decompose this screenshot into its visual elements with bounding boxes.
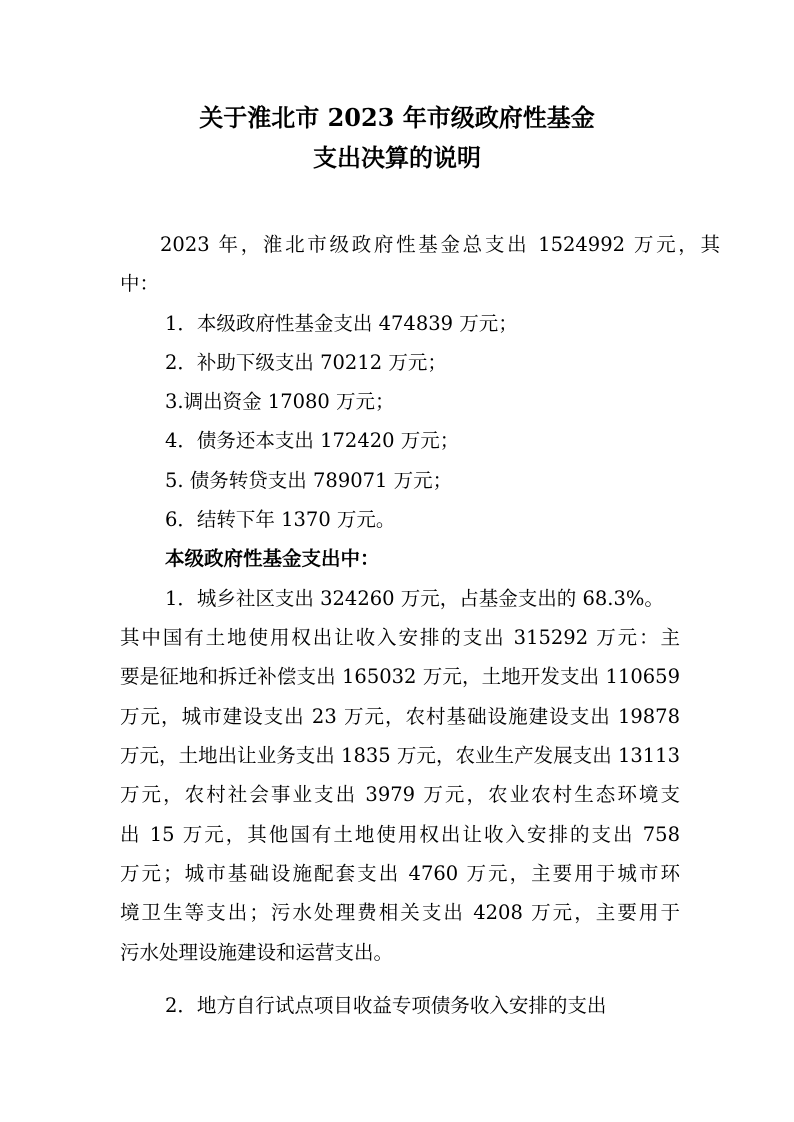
paragraph-1-line: 万元，农村社会事业支出 3979 万元，农业农村生态环境支 xyxy=(120,783,680,806)
section-heading: 本级政府性基金支出中： xyxy=(165,547,380,570)
paragraph-1-line: 污水处理设施建设和运营支出。 xyxy=(120,941,394,964)
list-item-5: 5. 债务转贷支出 789071 万元； xyxy=(165,469,453,492)
paragraph-1-line: 万元，土地出让业务支出 1835 万元，农业生产发展支出 13113 xyxy=(120,744,680,767)
paragraph-1-line: 境卫生等支出；污水处理费相关支出 4208 万元，主要用于 xyxy=(120,901,680,924)
list-item-1: 1．本级政府性基金支出 474839 万元； xyxy=(165,312,518,335)
document-title-line-1: 关于淮北市 2023 年市级政府性基金 xyxy=(199,103,595,132)
list-item-6: 6．结转下年 1370 万元。 xyxy=(165,508,396,531)
paragraph-1-line: 1．城乡社区支出 324260 万元，占基金支出的 68.3%。 xyxy=(165,587,664,610)
document-title-line-2: 支出决算的说明 xyxy=(313,143,481,172)
intro-line-1: 2023 年，淮北市级政府性基金总支出 1524992 万元，其 xyxy=(160,233,720,256)
paragraph-1-line: 其中国有土地使用权出让收入安排的支出 315292 万元：主 xyxy=(120,626,680,649)
intro-line-2: 中： xyxy=(120,272,160,295)
list-item-2: 2．补助下级支出 70212 万元； xyxy=(165,351,447,374)
list-item-4: 4．债务还本支出 172420 万元； xyxy=(165,429,460,452)
paragraph-1-line: 万元，城市建设支出 23 万元，农村基础设施建设支出 19878 xyxy=(120,705,680,728)
paragraph-1-line: 出 15 万元，其他国有土地使用权出让收入安排的支出 758 xyxy=(120,823,680,846)
paragraph-1-line: 万元；城市基础设施配套支出 4760 万元，主要用于城市环 xyxy=(120,862,680,885)
paragraph-2-line-1: 2．地方自行试点项目收益专项债务收入安排的支出 xyxy=(165,994,607,1017)
list-item-3: 3.调出资金 17080 万元； xyxy=(165,390,395,413)
paragraph-1-line: 要是征地和拆迁补偿支出 165032 万元，土地开发支出 110659 xyxy=(120,665,680,688)
